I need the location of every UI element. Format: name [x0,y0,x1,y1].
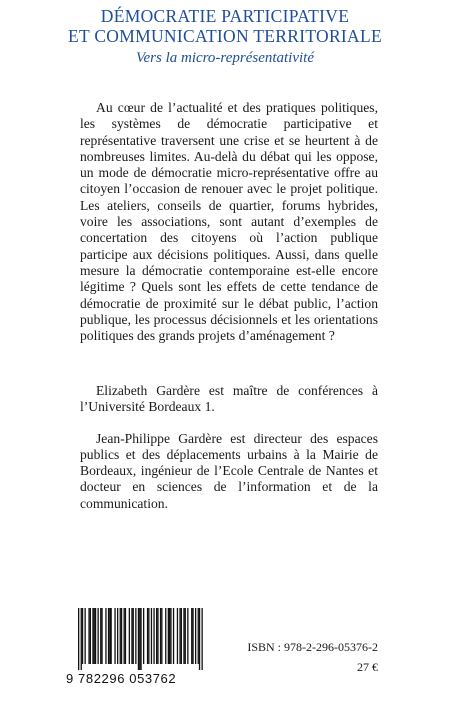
barcode-bar [85,608,86,664]
barcode-bar [121,608,122,664]
barcode-bar [199,608,200,670]
barcode-bar [179,608,180,664]
barcode-bar [78,608,79,670]
barcode-bar [108,608,109,664]
title-line-1: DÉMOCRATIE PARTICIPATIVE [100,6,350,26]
barcode-bar [101,608,102,664]
barcode-bar [95,608,96,664]
barcode-bar [114,608,115,664]
barcode-bar [111,608,112,664]
barcode-bar [187,608,188,664]
summary-block [80,100,378,344]
authors-block [80,383,378,512]
barcode-bar [148,608,149,664]
barcode-bar [124,608,125,664]
barcode-bar [153,608,154,664]
barcode-bar [169,608,170,664]
barcode-bar [143,608,144,664]
barcode-digits: 9 782296 053762 [66,671,177,686]
barcode-bar [105,608,106,664]
barcode-bars [66,608,209,670]
barcode-bar [183,608,184,664]
author-bio-2: Jean-Philippe Gardère est directeur des espaces publics et des déplacements urbains à la Mairie de Bordeaux, ingénieur de l’Ecole Centrale de Nantes et docteur en sciences de l’information et de la communication. [80,430,378,511]
barcode-bar [181,608,182,664]
barcode-bar [133,608,134,664]
barcode-bar [129,608,130,664]
price-text: 27 € [357,660,378,674]
barcode-bar [117,608,118,664]
title-line-2: ET COMMUNICATION TERRITORIALE [68,26,382,46]
book-title [0,6,450,46]
barcode-bar [165,608,166,664]
book-subtitle: Vers la micro-représentativité [135,50,314,66]
barcode-bar [191,608,192,664]
barcode-bar [151,608,152,664]
barcode-bar [125,608,126,664]
barcode-bar [92,608,93,664]
author-bio-1: Elizabeth Gardère est maître de conférences à l’Université Bordeaux 1. [80,383,378,415]
barcode-bar [161,608,162,664]
barcode [66,608,209,690]
barcode-bar [90,608,91,664]
isbn-text: ISBN : 978-2-296-05376-2 [247,640,378,654]
barcode-bar [131,608,132,664]
barcode-bar [177,608,178,664]
barcode-bar [147,608,148,664]
barcode-bar [81,608,82,670]
barcode-bar [100,608,101,664]
barcode-bar [185,608,186,664]
barcode-bar [135,608,136,664]
barcode-bar [173,608,174,664]
barcode-bar [140,608,141,670]
barcode-bar [202,608,203,670]
barcode-bar [109,608,110,664]
barcode-bar [156,608,157,664]
summary-paragraph: Au cœur de l’actualité et des pratiques politiques, les systèmes de démocratie participative et représentative traversent une crise et se heurtent à de nombreuses limites. Au-delà du débat qui les oppose, un mode de démocratie micro-représentative offre au citoyen l’occasion de renouer avec le projet politique. Les ateliers, conseils de quartier, forums hybrides, voire les associations, sont autant d’exemples de concertation des citoyens où l’action publique participe aux décisions politiques. Aussi, dans quelle mesure la démocratie contemporaine est-elle encore légitime ? Quels sont les effets de cette tendance de démocratie de proximité sur le débat public, l’action publique, les processus décisionnels et les orientations politiques des grands projets d’aménagement ? [80,100,378,344]
barcode-bar [120,608,121,664]
barcode-bar [98,608,99,664]
barcode-bar [192,608,193,664]
barcode-bar [170,608,171,664]
barcode-bar [168,608,169,664]
barcode-bar [160,608,161,664]
barcode-bar [139,608,140,670]
barcode-bar [157,608,158,664]
barcode-bar [94,608,95,664]
barcode-bar [138,608,139,670]
barcode-bar [198,608,199,664]
barcode-bar [88,608,89,664]
barcode-bar [82,608,83,664]
barcode-bar [195,608,196,664]
